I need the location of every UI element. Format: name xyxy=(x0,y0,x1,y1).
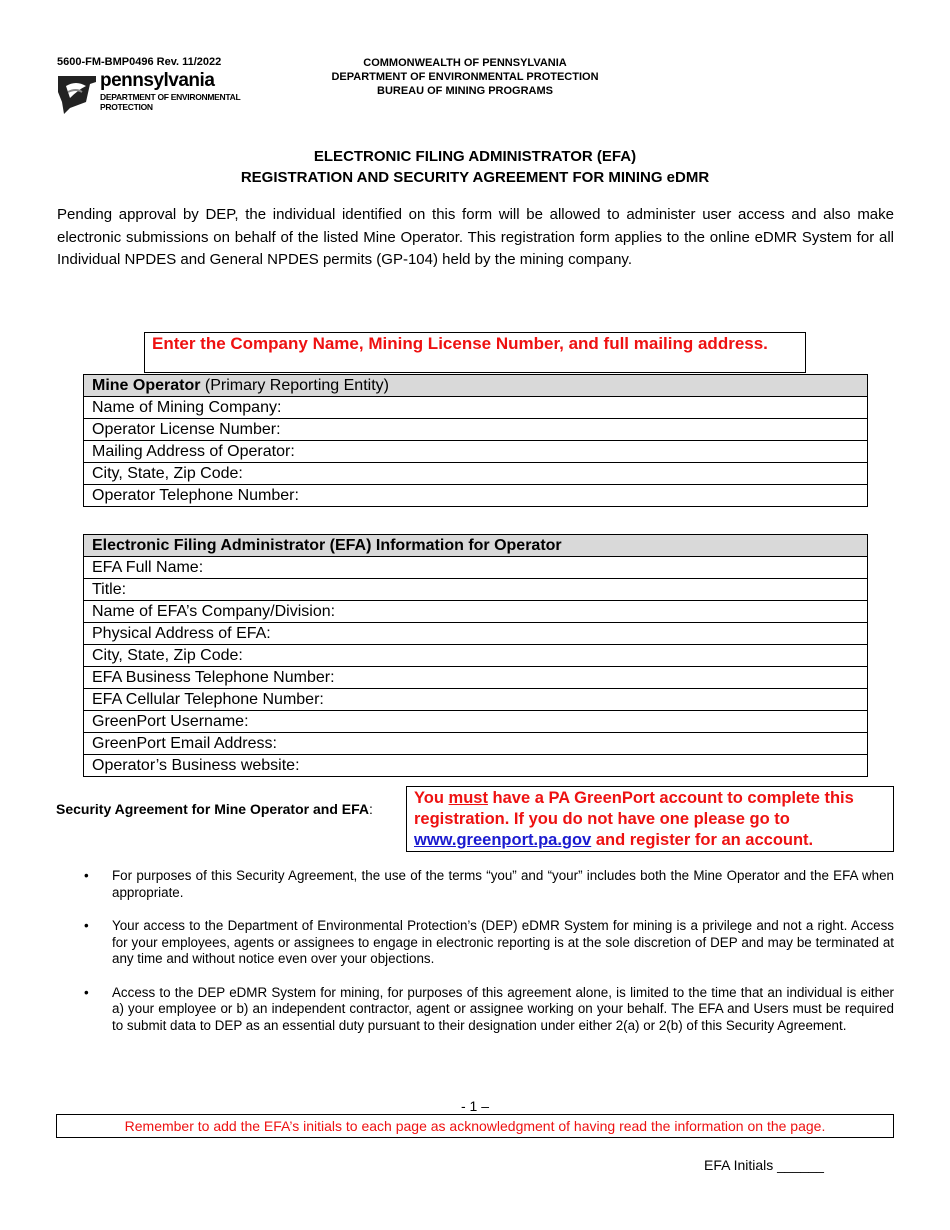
bullet-icon: • xyxy=(84,868,89,883)
logo-subtitle-line1: DEPARTMENT OF ENVIRONMENTAL xyxy=(100,92,241,102)
notice-text-3: and register for an account. xyxy=(591,831,814,849)
intro-paragraph: Pending approval by DEP, the individual identified on this form will be allowed to administer user access and also make electronic submissions on behalf of the listed Mine Operator. This registration form applies to the online eDMR System for all Individual NPDES and General NPDES permits (GP-104) held by the mining company. xyxy=(57,206,894,268)
title-line1: ELECTRONIC FILING ADMINISTRATOR (EFA) xyxy=(313,148,637,165)
form-title xyxy=(0,146,950,188)
notice-must: must xyxy=(448,789,488,807)
greenport-link[interactable]: www.greenport.pa.gov xyxy=(414,831,592,849)
agency-heading xyxy=(290,56,640,98)
operator-city-state-zip-field[interactable]: City, State, Zip Code: xyxy=(84,463,868,485)
bullet-icon: • xyxy=(84,918,89,933)
operator-website-field[interactable]: Operator’s Business website: xyxy=(84,755,868,777)
company-entry-instruction: Enter the Company Name, Mining License Number, and full mailing address. xyxy=(144,332,806,373)
efa-table-header-text: Electronic Filing Administrator (EFA) Information for Operator xyxy=(84,535,868,557)
pa-dep-logo xyxy=(56,72,256,116)
mine-operator-header xyxy=(84,375,868,397)
title-line2: REGISTRATION AND SECURITY AGREEMENT FOR MINING eDMR xyxy=(240,169,710,186)
list-item xyxy=(84,985,894,1035)
efa-full-name-field[interactable]: EFA Full Name: xyxy=(84,557,868,579)
form-number: 5600-FM-BMP0496 Rev. 11/2022 xyxy=(57,56,222,68)
bullet-icon: • xyxy=(84,984,89,1000)
notice-text-2: have a PA GreenPort account to complete this registration. If you do not have one please go to xyxy=(414,789,854,828)
agency-line1: COMMONWEALTH OF PENNSYLVANIA xyxy=(363,57,567,69)
page-number: - 1 – xyxy=(460,1098,489,1114)
efa-table-header xyxy=(84,535,868,557)
greenport-notice xyxy=(406,786,894,852)
list-item xyxy=(84,918,894,968)
efa-company-division-field[interactable]: Name of EFA’s Company/Division: xyxy=(84,601,868,623)
initials-reminder: Remember to add the EFA’s initials to each page as acknowledgment of having read the information on the page. xyxy=(56,1114,894,1138)
efa-physical-address-field[interactable]: Physical Address of EFA: xyxy=(84,623,868,645)
efa-initials-field[interactable]: EFA Initials ______ xyxy=(704,1157,824,1173)
logo-subtitle xyxy=(100,93,240,112)
greenport-email-field[interactable]: GreenPort Email Address: xyxy=(84,733,868,755)
greenport-username-field[interactable]: GreenPort Username: xyxy=(84,711,868,733)
logo-subtitle-line2: PROTECTION xyxy=(100,101,153,112)
bullet-text-1: For purposes of this Security Agreement, the use of the terms “you” and “your” includes both the Mine Operator and the EFA when appropriate. xyxy=(112,868,894,900)
operator-license-field[interactable]: Operator License Number: xyxy=(84,419,868,441)
mine-operator-table xyxy=(83,374,868,507)
efa-cell-phone-field[interactable]: EFA Cellular Telephone Number: xyxy=(84,689,868,711)
efa-information-table xyxy=(83,534,868,777)
security-agreement-label: Security Agreement for Mine Operator and EFA xyxy=(56,801,369,817)
operator-mailing-address-field[interactable]: Mailing Address of Operator: xyxy=(84,441,868,463)
efa-title-field[interactable]: Title: xyxy=(84,579,868,601)
security-agreement-heading xyxy=(56,800,386,818)
list-item xyxy=(84,868,894,901)
operator-telephone-field[interactable]: Operator Telephone Number: xyxy=(84,485,868,507)
security-agreement-bullets xyxy=(84,868,894,1051)
bullet-text-3: Access to the DEP eDMR System for mining, for purposes of this agreement alone, is limited to the time that an individual is either a) your employee or b) an independent contractor, agent or assignee working on your behalf. The EFA and Users must be required to submit data to DEP as an essential duty pursuant to their designation under either 2(a) or 2(b) of this Security Agreement. xyxy=(112,984,894,1033)
keystone-logo-icon xyxy=(56,72,98,116)
logo-wordmark: pennsylvania xyxy=(100,70,215,91)
agency-line2: DEPARTMENT OF ENVIRONMENTAL PROTECTION xyxy=(331,71,599,83)
efa-city-state-zip-field[interactable]: City, State, Zip Code: xyxy=(84,645,868,667)
agency-line3: BUREAU OF MINING PROGRAMS xyxy=(377,85,553,97)
operator-company-name-field[interactable]: Name of Mining Company: xyxy=(84,397,868,419)
mine-operator-header-bold: Mine Operator xyxy=(92,376,201,394)
bullet-text-2: Your access to the Department of Environmental Protection’s (DEP) eDMR System for mining is a privilege and not a right. Access for your employees, agents or assignees to engage in electronic reporting is at the sole discretion of DEP and may be terminated at any time and without notice even over your objections. xyxy=(112,918,894,966)
efa-business-phone-field[interactable]: EFA Business Telephone Number: xyxy=(84,667,868,689)
security-agreement-colon: : xyxy=(369,801,373,817)
mine-operator-header-rest: (Primary Reporting Entity) xyxy=(200,376,389,394)
notice-text-1: You xyxy=(414,789,449,807)
